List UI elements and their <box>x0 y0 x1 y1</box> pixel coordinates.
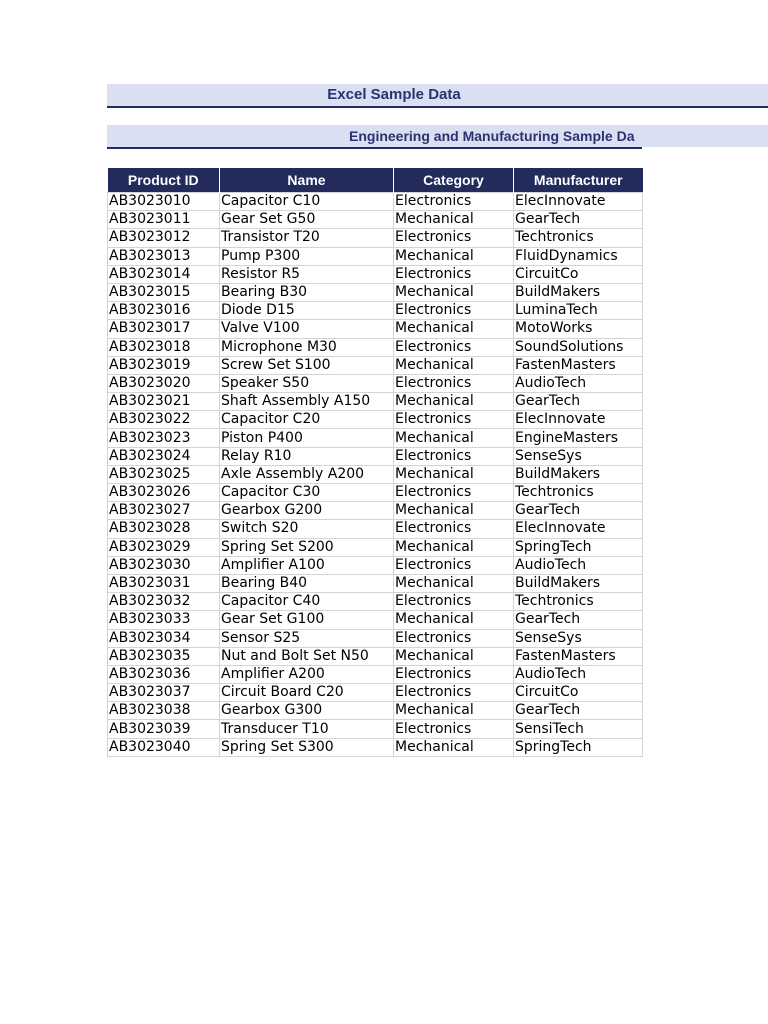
cell-product-id[interactable]: AB3023035 <box>108 647 220 665</box>
cell-name[interactable]: Capacitor C10 <box>220 193 394 211</box>
table-row <box>108 502 643 520</box>
cell-category[interactable]: Electronics <box>394 720 514 738</box>
cell-manufacturer[interactable]: AudioTech <box>514 374 643 392</box>
cell-product-id[interactable]: AB3023026 <box>108 484 220 502</box>
table-row <box>108 538 643 556</box>
cell-name[interactable]: Amplifier A100 <box>220 556 394 574</box>
cell-name[interactable]: Diode D15 <box>220 302 394 320</box>
cell-manufacturer[interactable]: ElecInnovate <box>514 193 643 211</box>
cell-category[interactable]: Mechanical <box>394 211 514 229</box>
cell-product-id[interactable]: AB3023033 <box>108 611 220 629</box>
cell-manufacturer[interactable]: SensiTech <box>514 720 643 738</box>
cell-name[interactable]: Gearbox G200 <box>220 502 394 520</box>
cell-product-id[interactable]: AB3023029 <box>108 538 220 556</box>
cell-manufacturer[interactable]: Techtronics <box>514 484 643 502</box>
cell-name[interactable]: Bearing B30 <box>220 283 394 301</box>
table-row <box>108 574 643 592</box>
cell-category[interactable]: Electronics <box>394 665 514 683</box>
table-row <box>108 374 643 392</box>
cell-category[interactable]: Electronics <box>394 629 514 647</box>
cell-manufacturer[interactable]: FastenMasters <box>514 356 643 374</box>
cell-manufacturer[interactable]: AudioTech <box>514 556 643 574</box>
cell-category[interactable]: Electronics <box>394 484 514 502</box>
cell-name[interactable]: Capacitor C40 <box>220 593 394 611</box>
cell-category[interactable]: Mechanical <box>394 393 514 411</box>
cell-manufacturer[interactable]: FluidDynamics <box>514 247 643 265</box>
cell-name[interactable]: Transducer T10 <box>220 720 394 738</box>
cell-manufacturer[interactable]: CircuitCo <box>514 684 643 702</box>
cell-product-id[interactable]: AB3023012 <box>108 229 220 247</box>
cell-name[interactable]: Resistor R5 <box>220 265 394 283</box>
table-row <box>108 429 643 447</box>
subtitle-band-overflow <box>642 125 768 147</box>
cell-category[interactable]: Electronics <box>394 447 514 465</box>
cell-category[interactable]: Electronics <box>394 374 514 392</box>
cell-product-id[interactable]: AB3023015 <box>108 283 220 301</box>
cell-product-id[interactable]: AB3023036 <box>108 665 220 683</box>
cell-product-id[interactable]: AB3023023 <box>108 429 220 447</box>
table-row <box>108 665 643 683</box>
cell-name[interactable]: Spring Set S200 <box>220 538 394 556</box>
cell-name[interactable]: Piston P400 <box>220 429 394 447</box>
cell-product-id[interactable]: AB3023019 <box>108 356 220 374</box>
cell-name[interactable]: Gear Set G100 <box>220 611 394 629</box>
cell-category[interactable]: Electronics <box>394 302 514 320</box>
cell-category[interactable]: Mechanical <box>394 356 514 374</box>
table-row <box>108 247 643 265</box>
cell-product-id[interactable]: AB3023017 <box>108 320 220 338</box>
table-header-row <box>108 168 643 193</box>
cell-category[interactable]: Mechanical <box>394 611 514 629</box>
cell-manufacturer[interactable]: ElecInnovate <box>514 520 643 538</box>
cell-manufacturer[interactable]: SpringTech <box>514 738 643 756</box>
table-row <box>108 283 643 301</box>
cell-name[interactable]: Bearing B40 <box>220 574 394 592</box>
cell-name[interactable]: Relay R10 <box>220 447 394 465</box>
cell-product-id[interactable]: AB3023020 <box>108 374 220 392</box>
table-row <box>108 411 643 429</box>
table-row <box>108 484 643 502</box>
cell-product-id[interactable]: AB3023016 <box>108 302 220 320</box>
table-body <box>108 193 643 757</box>
cell-manufacturer[interactable]: ElecInnovate <box>514 411 643 429</box>
table-row <box>108 465 643 483</box>
cell-name[interactable]: Nut and Bolt Set N50 <box>220 647 394 665</box>
cell-category[interactable]: Mechanical <box>394 738 514 756</box>
table-row <box>108 647 643 665</box>
cell-name[interactable]: Spring Set S300 <box>220 738 394 756</box>
table-row <box>108 629 643 647</box>
cell-category[interactable]: Mechanical <box>394 429 514 447</box>
cell-product-id[interactable]: AB3023018 <box>108 338 220 356</box>
cell-manufacturer[interactable]: SpringTech <box>514 538 643 556</box>
cell-product-id[interactable]: AB3023025 <box>108 465 220 483</box>
cell-category[interactable]: Mechanical <box>394 502 514 520</box>
table-row <box>108 265 643 283</box>
cell-product-id[interactable]: AB3023030 <box>108 556 220 574</box>
table-row <box>108 684 643 702</box>
column-header-product-id[interactable]: Product ID <box>108 168 220 193</box>
cell-manufacturer[interactable]: BuildMakers <box>514 283 643 301</box>
cell-product-id[interactable]: AB3023011 <box>108 211 220 229</box>
cell-category[interactable]: Mechanical <box>394 320 514 338</box>
table-row <box>108 338 643 356</box>
cell-manufacturer[interactable]: GearTech <box>514 611 643 629</box>
cell-name[interactable]: Switch S20 <box>220 520 394 538</box>
cell-manufacturer[interactable]: GearTech <box>514 393 643 411</box>
column-header-manufacturer[interactable]: Manufacturer <box>514 168 643 193</box>
sheet-title: Excel Sample Data <box>327 86 461 103</box>
cell-name[interactable]: Capacitor C20 <box>220 411 394 429</box>
table-row <box>108 356 643 374</box>
table-row <box>108 320 643 338</box>
cell-name[interactable]: Valve V100 <box>220 320 394 338</box>
cell-product-id[interactable]: AB3023037 <box>108 684 220 702</box>
cell-category[interactable]: Mechanical <box>394 283 514 301</box>
sheet-subtitle-band <box>107 125 642 149</box>
cell-name[interactable]: Transistor T20 <box>220 229 394 247</box>
table-row <box>108 211 643 229</box>
table-row <box>108 447 643 465</box>
table-row <box>108 229 643 247</box>
cell-product-id[interactable]: AB3023031 <box>108 574 220 592</box>
column-header-category[interactable]: Category <box>394 168 514 193</box>
cell-product-id[interactable]: AB3023039 <box>108 720 220 738</box>
cell-manufacturer[interactable]: AudioTech <box>514 665 643 683</box>
cell-category[interactable]: Mechanical <box>394 538 514 556</box>
cell-product-id[interactable]: AB3023040 <box>108 738 220 756</box>
cell-manufacturer[interactable]: SoundSolutions <box>514 338 643 356</box>
cell-category[interactable]: Mechanical <box>394 702 514 720</box>
cell-category[interactable]: Electronics <box>394 520 514 538</box>
cell-name[interactable]: Gearbox G300 <box>220 702 394 720</box>
sheet-subtitle: Engineering and Manufacturing Sample Da <box>349 128 635 144</box>
cell-product-id[interactable]: AB3023014 <box>108 265 220 283</box>
cell-product-id[interactable]: AB3023028 <box>108 520 220 538</box>
cell-name[interactable]: Sensor S25 <box>220 629 394 647</box>
cell-product-id[interactable]: AB3023024 <box>108 447 220 465</box>
cell-name[interactable]: Screw Set S100 <box>220 356 394 374</box>
cell-category[interactable]: Mechanical <box>394 465 514 483</box>
cell-manufacturer[interactable]: SenseSys <box>514 447 643 465</box>
cell-product-id[interactable]: AB3023022 <box>108 411 220 429</box>
cell-manufacturer[interactable]: MotoWorks <box>514 320 643 338</box>
cell-product-id[interactable]: AB3023032 <box>108 593 220 611</box>
cell-manufacturer[interactable]: GearTech <box>514 502 643 520</box>
cell-product-id[interactable]: AB3023021 <box>108 393 220 411</box>
cell-product-id[interactable]: AB3023010 <box>108 193 220 211</box>
cell-manufacturer[interactable]: Techtronics <box>514 593 643 611</box>
column-header-name[interactable]: Name <box>220 168 394 193</box>
table-row <box>108 593 643 611</box>
cell-manufacturer[interactable]: FastenMasters <box>514 647 643 665</box>
cell-name[interactable]: Axle Assembly A200 <box>220 465 394 483</box>
table-row <box>108 720 643 738</box>
cell-product-id[interactable]: AB3023034 <box>108 629 220 647</box>
cell-manufacturer[interactable]: LuminaTech <box>514 302 643 320</box>
cell-product-id[interactable]: AB3023027 <box>108 502 220 520</box>
table-row <box>108 738 643 756</box>
cell-name[interactable]: Gear Set G50 <box>220 211 394 229</box>
cell-category[interactable]: Electronics <box>394 684 514 702</box>
cell-name[interactable]: Circuit Board C20 <box>220 684 394 702</box>
cell-manufacturer[interactable]: EngineMasters <box>514 429 643 447</box>
cell-product-id[interactable]: AB3023038 <box>108 702 220 720</box>
table-row <box>108 611 643 629</box>
cell-category[interactable]: Mechanical <box>394 647 514 665</box>
cell-category[interactable]: Electronics <box>394 556 514 574</box>
table-row <box>108 193 643 211</box>
cell-category[interactable]: Electronics <box>394 193 514 211</box>
cell-manufacturer[interactable]: SenseSys <box>514 629 643 647</box>
cell-category[interactable]: Mechanical <box>394 247 514 265</box>
cell-name[interactable]: Shaft Assembly A150 <box>220 393 394 411</box>
table-row <box>108 393 643 411</box>
cell-product-id[interactable]: AB3023013 <box>108 247 220 265</box>
table-row <box>108 702 643 720</box>
cell-manufacturer[interactable]: Techtronics <box>514 229 643 247</box>
cell-category[interactable]: Mechanical <box>394 574 514 592</box>
sheet-title-band <box>107 84 768 108</box>
cell-category[interactable]: Electronics <box>394 229 514 247</box>
cell-manufacturer[interactable]: BuildMakers <box>514 465 643 483</box>
table-row <box>108 302 643 320</box>
cell-manufacturer[interactable]: BuildMakers <box>514 574 643 592</box>
cell-name[interactable]: Microphone M30 <box>220 338 394 356</box>
cell-manufacturer[interactable]: GearTech <box>514 702 643 720</box>
cell-category[interactable]: Electronics <box>394 411 514 429</box>
cell-name[interactable]: Amplifier A200 <box>220 665 394 683</box>
cell-manufacturer[interactable]: GearTech <box>514 211 643 229</box>
cell-category[interactable]: Electronics <box>394 338 514 356</box>
cell-category[interactable]: Electronics <box>394 265 514 283</box>
cell-name[interactable]: Capacitor C30 <box>220 484 394 502</box>
table-row <box>108 520 643 538</box>
cell-name[interactable]: Speaker S50 <box>220 374 394 392</box>
table-row <box>108 556 643 574</box>
cell-manufacturer[interactable]: CircuitCo <box>514 265 643 283</box>
product-table <box>107 168 643 757</box>
cell-name[interactable]: Pump P300 <box>220 247 394 265</box>
cell-category[interactable]: Electronics <box>394 593 514 611</box>
